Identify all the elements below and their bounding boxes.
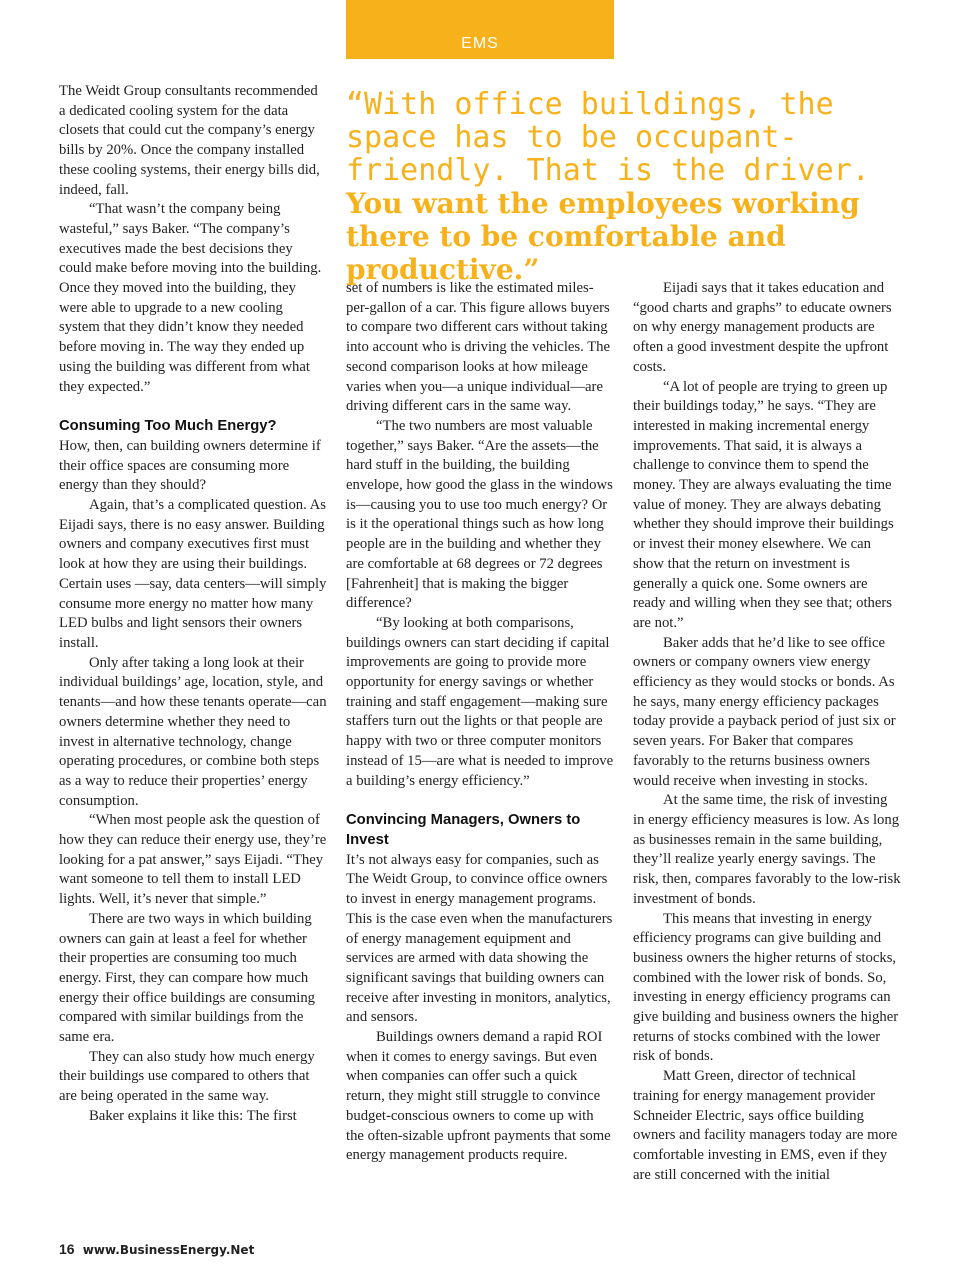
- paragraph: “When most people ask the question of how they can reduce their energy use, they’re looking for a pat answer,” says Eijadi. “They want someone to tell them to install LED lights. Well, it’s never that simple.”: [59, 812, 327, 908]
- paragraph: set of numbers is like the estimated miles-per-gallon of a car. This figure allows buyers to compare two different cars without taking into account who is driving the vehicles. The second comparison looks at how mileage varies when you—a unique individual—are driving different cars in the same way.: [346, 280, 611, 415]
- paragraph: Eijadi says that it takes education and “good charts and graphs” to educate owners on why energy management products are often a good investment despite the upfront costs.: [633, 280, 892, 375]
- paragraph: There are two ways in which building owners can gain at least a feel for whether their properties are consuming too much energy. First, they can compare how much energy their office buildings are consuming compared with similar buildings from the same era.: [59, 910, 316, 1046]
- page-footer: [59, 1241, 254, 1257]
- paragraph: “That wasn’t the company being wasteful,” says Baker. “The company’s executives made the best decisions they could make before moving into the building. Once they moved into the building, they were able to upgrade to a new cooling system that they didn’t know they needed before moving in. The way they ended up using the building was different from what they expected.”: [59, 201, 322, 395]
- pull-quote-bold: You want the employees working there to be comfortable and productive.”: [346, 187, 860, 286]
- paragraph: “The two numbers are most valuable together,” says Baker. “Are the assets—the hard stuff in the building, the building envelope, how good the glass in the windows is—causing you to use too much energy? Or is it the operational things such as how long people are in the building and whether they are comfortable at 68 degrees or 72 degrees [Fahrenheit] that is making the bigger difference?: [346, 417, 613, 612]
- page-number: 16: [59, 1241, 75, 1257]
- pull-quote-plain: “With office buildings, the space has to be occupant-friendly. That is the driver.: [346, 87, 870, 188]
- article-column-2: [346, 279, 614, 1166]
- paragraph: The Weidt Group consultants recommended a dedicated cooling system for the data closets that could cut the company’s energy bills by 20%. Once the company installed these cooling systems, their energy bills did, indeed, fall.: [59, 83, 320, 198]
- paragraph: Buildings owners demand a rapid ROI when it comes to energy savings. But even when companies can offer such a quick return, they might still struggle to convince budget-conscious owners to come up with the often-sizable upfront payments that some energy management products require.: [346, 1029, 611, 1164]
- paragraph: They can also study how much energy their buildings use compared to others that are being operated in the same way.: [59, 1048, 315, 1105]
- paragraph: Only after taking a long look at their individual buildings’ age, location, style, and tenants—and how these tenants operate—can owners determine whether they need to invest in alternative technology, change operating procedures, or combine both steps as a way to reduce their properties’ energy consumption.: [59, 654, 327, 809]
- paragraph: Again, that’s a complicated question. As Eijadi says, there is no easy answer. Building owners and company executives first must look at how they are using their buildings. Certain uses —say, data centers—will simply consume more energy no matter how many LED bulbs and light sensors their owners install.: [59, 497, 327, 651]
- section-heading: Convincing Managers, Owners to Invest: [346, 812, 581, 848]
- paragraph: This means that investing in energy efficiency programs can give building and business owners the higher returns of stocks, combined with the lower risk of bonds. So, investing in energy efficiency programs can give building and business owners the higher returns of stocks combined with the lower risk of bonds.: [633, 910, 899, 1065]
- article-column-3: [633, 279, 901, 1185]
- pull-quote: [346, 88, 926, 286]
- article-column-1: [59, 82, 327, 1127]
- paragraph: Matt Green, director of technical training for energy management provider Schneider Electric, says office building owners and facility managers today are more comfortable investing in EMS, even if they are still concerned with the initial: [633, 1068, 898, 1183]
- paragraph: Baker explains it like this: The first: [89, 1107, 297, 1124]
- paragraph: Baker adds that he’d like to see office owners or company owners view energy efficiency as they would stocks or bonds. As he says, many energy efficiency packages today provide a payback period of just six or seven years. For Baker that compares favorably to the returns business owners would receive when investing in stocks.: [633, 634, 896, 789]
- section-heading: Consuming Too Much Energy?: [59, 418, 277, 435]
- paragraph: At the same time, the risk of investing in energy efficiency measures is low. As long as businesses remain in the same building, they’ll realize yearly energy savings. The risk, then, compares favorably to the low-risk investment of bonds.: [633, 792, 901, 907]
- paragraph: “By looking at both comparisons, buildings owners can start deciding if capital improvements are going to provide more opportunity for energy savings or whether training and staff engagement—making sure staffers turn out the lights or that people are happy with two or three computer monitors instead of 15—are what is needed to improve a building’s energy efficiency.”: [346, 614, 614, 789]
- section-tab-label: EMS: [461, 35, 499, 52]
- footer-site-link[interactable]: www.BusinessEnergy.Net: [82, 1243, 255, 1257]
- paragraph: It’s not always easy for companies, such as The Weidt Group, to convince office owners to invest in energy management programs. This is the case even when the manufacturers of energy management equipment and services are armed with data showing the significant savings that building owners can receive after investing in monitors, analytics, and sensors.: [346, 851, 613, 1026]
- paragraph: How, then, can building owners determine if their office spaces are consuming more energy than they should?: [59, 437, 321, 494]
- section-tab: [346, 0, 614, 59]
- paragraph: “A lot of people are trying to green up their buildings today,” he says. “They are interested in making incremental energy improvements. That said, it is always a challenge to convince them to spend the money. They are always evaluating the time value of money. They are always debating whether they should improve their buildings or invest their money elsewhere. We can show that the return on investment is generally a quick one. Some owners are ready and willing when they see that; others are not.”: [633, 378, 894, 631]
